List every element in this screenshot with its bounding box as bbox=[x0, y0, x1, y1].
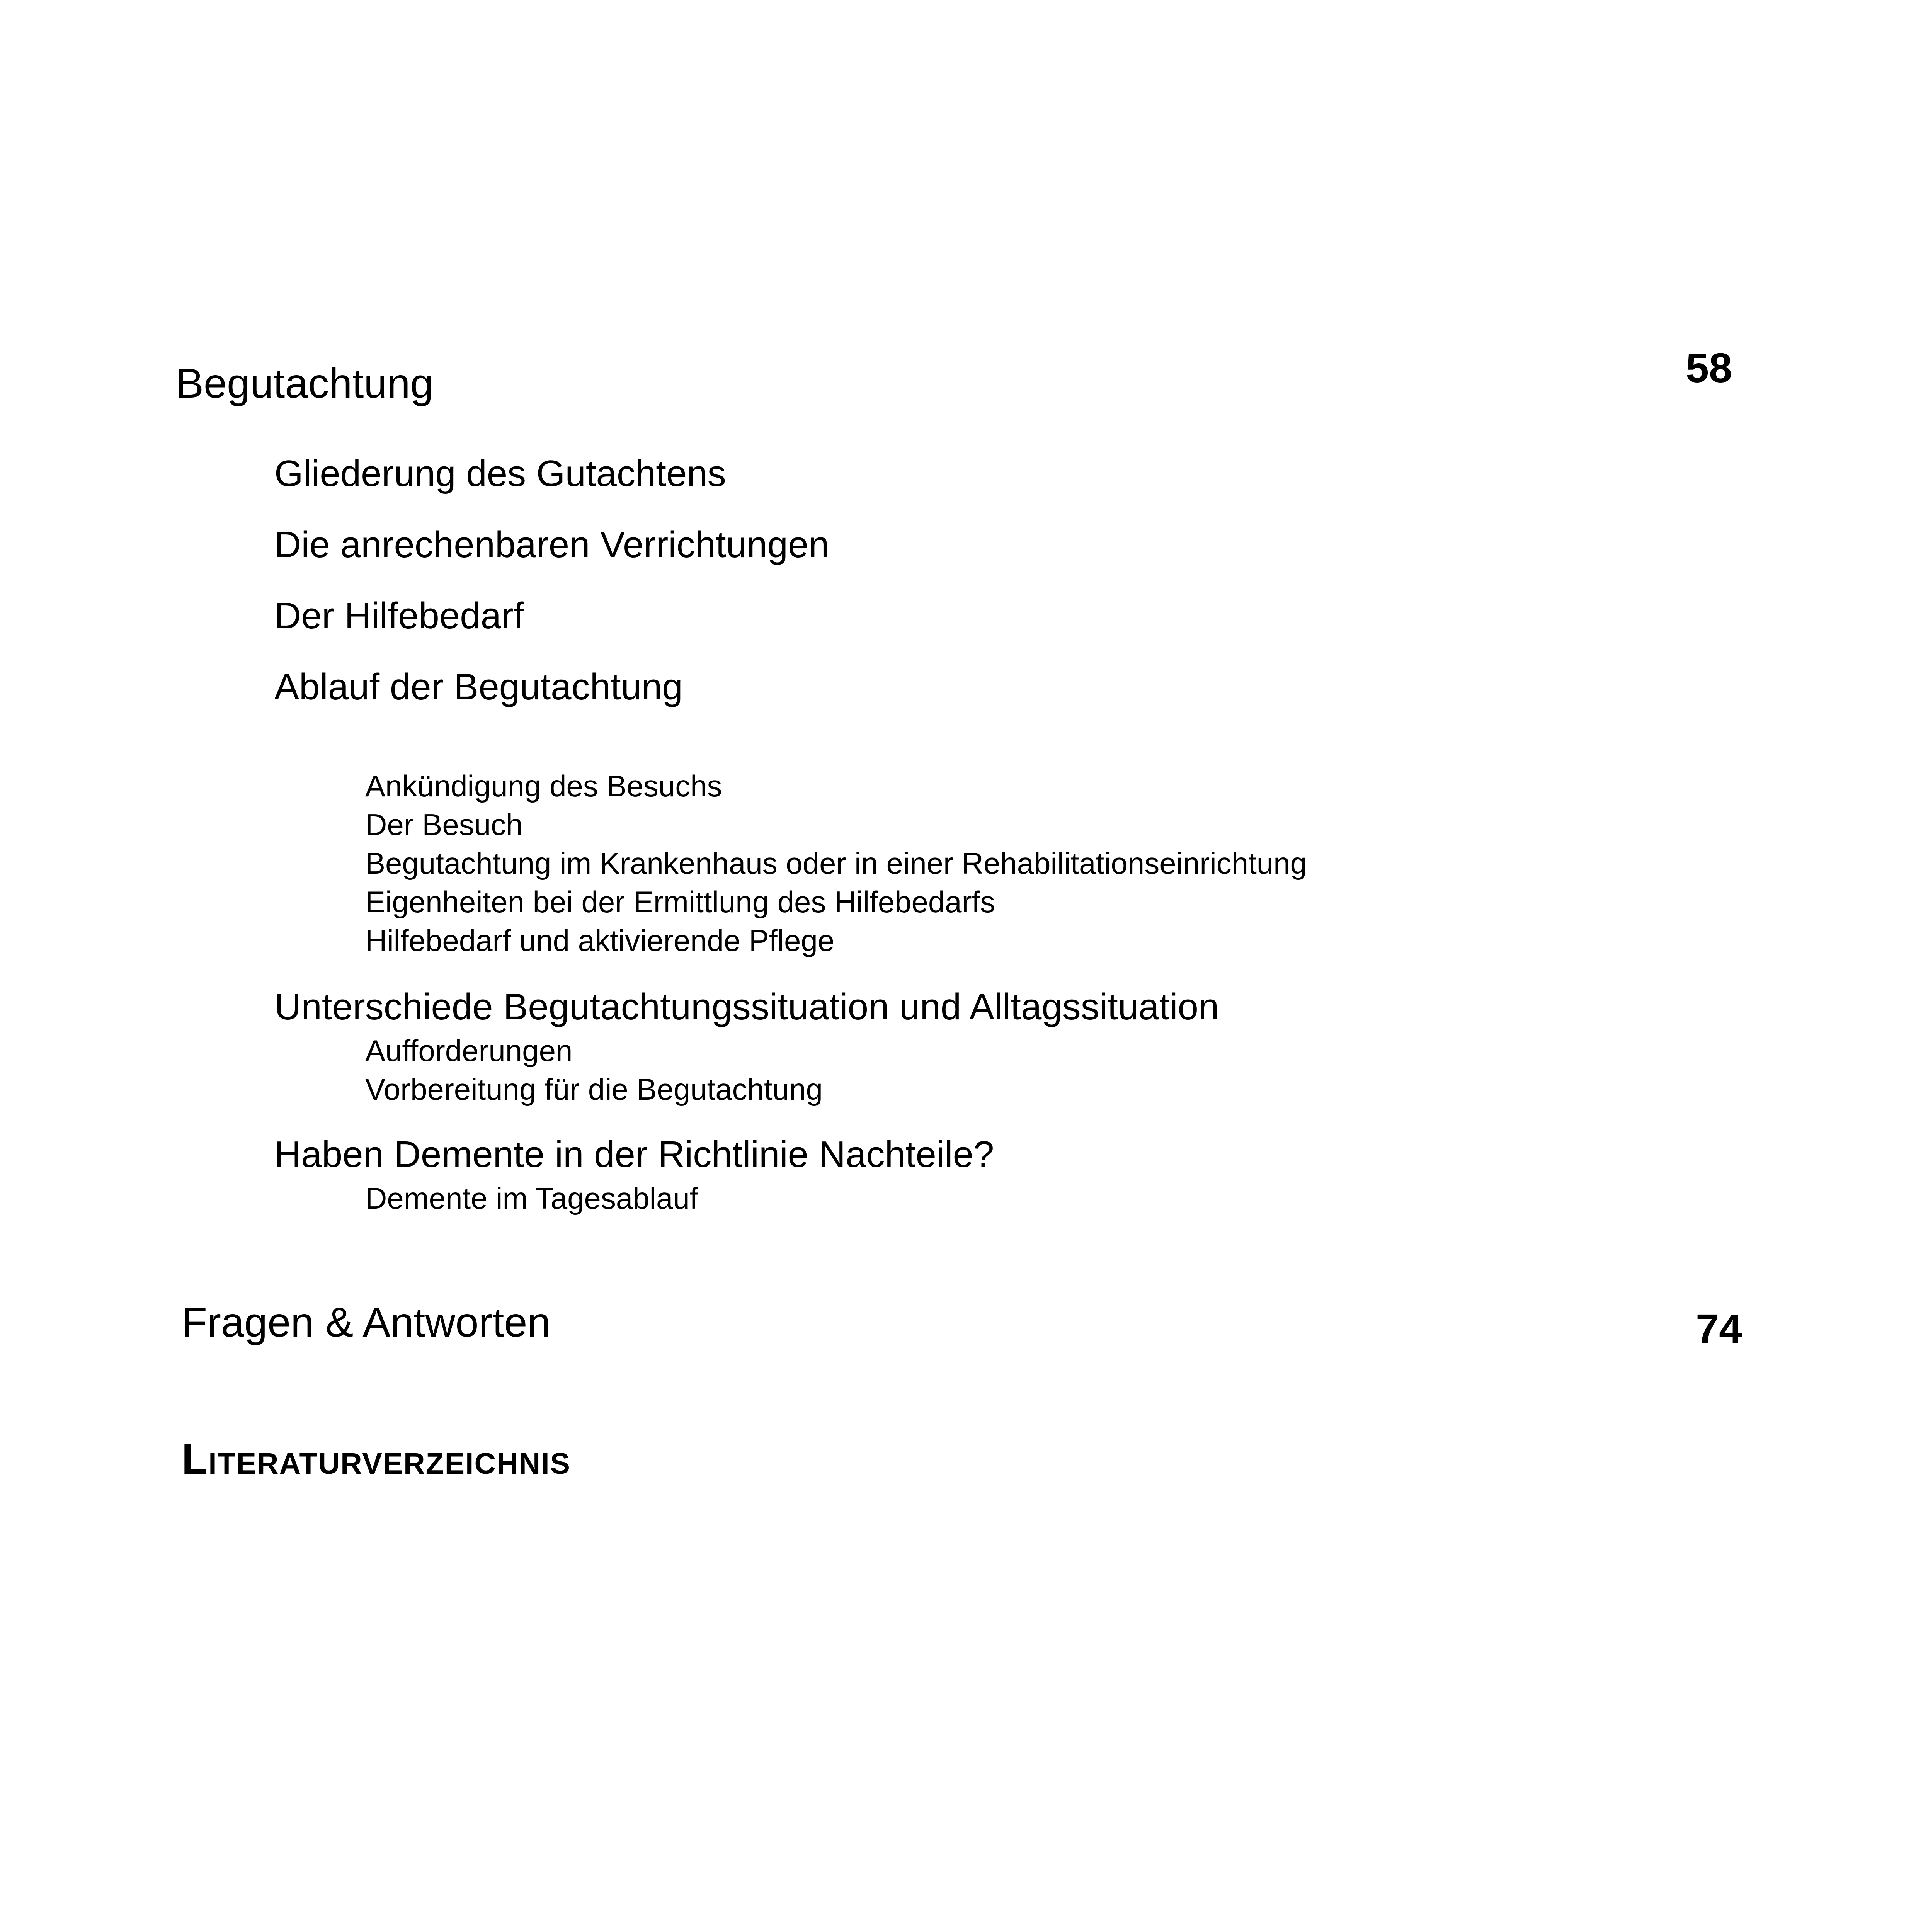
toc-page-fragen: 74 bbox=[1696, 1305, 1742, 1352]
toc-subsubentry: Vorbereitung für die Begutachtung bbox=[365, 1072, 823, 1106]
toc-subsubentry: Ankündigung des Besuchs bbox=[365, 769, 722, 803]
toc-subentry: Unterschiede Begutachtungssituation und Alltagssituation bbox=[274, 986, 1219, 1027]
toc-subsubentry: Aufforderungen bbox=[365, 1034, 573, 1068]
toc-subsubentry: Begutachtung im Krankenhaus oder in einer Rehabilitationseinrichtung bbox=[365, 846, 1307, 880]
toc-subsubentry: Eigenheiten bei der Ermittlung des Hilfebedarfs bbox=[365, 885, 995, 919]
toc-subentry: Ablauf der Begutachtung bbox=[274, 666, 683, 707]
toc-entry-begutachtung: Begutachtung bbox=[176, 360, 434, 406]
toc-subsubentry: Demente im Tagesablauf bbox=[365, 1181, 698, 1215]
toc-page-begutachtung: 58 bbox=[1686, 344, 1732, 391]
toc-entry-literatur: Literaturverzeichnis bbox=[182, 1435, 571, 1483]
toc-subentry: Haben Demente in der Richtlinie Nachteile? bbox=[274, 1134, 994, 1175]
toc-entry-fragen: Fragen & Antworten bbox=[182, 1299, 551, 1345]
toc-subentry: Gliederung des Gutachtens bbox=[274, 453, 726, 494]
toc-subentry: Die anrechenbaren Verrichtungen bbox=[274, 524, 829, 565]
toc-subsubentry: Hilfebedarf und aktivierende Pflege bbox=[365, 923, 835, 957]
toc-subentry: Der Hilfebedarf bbox=[274, 595, 524, 636]
toc-subsubentry: Der Besuch bbox=[365, 808, 523, 842]
